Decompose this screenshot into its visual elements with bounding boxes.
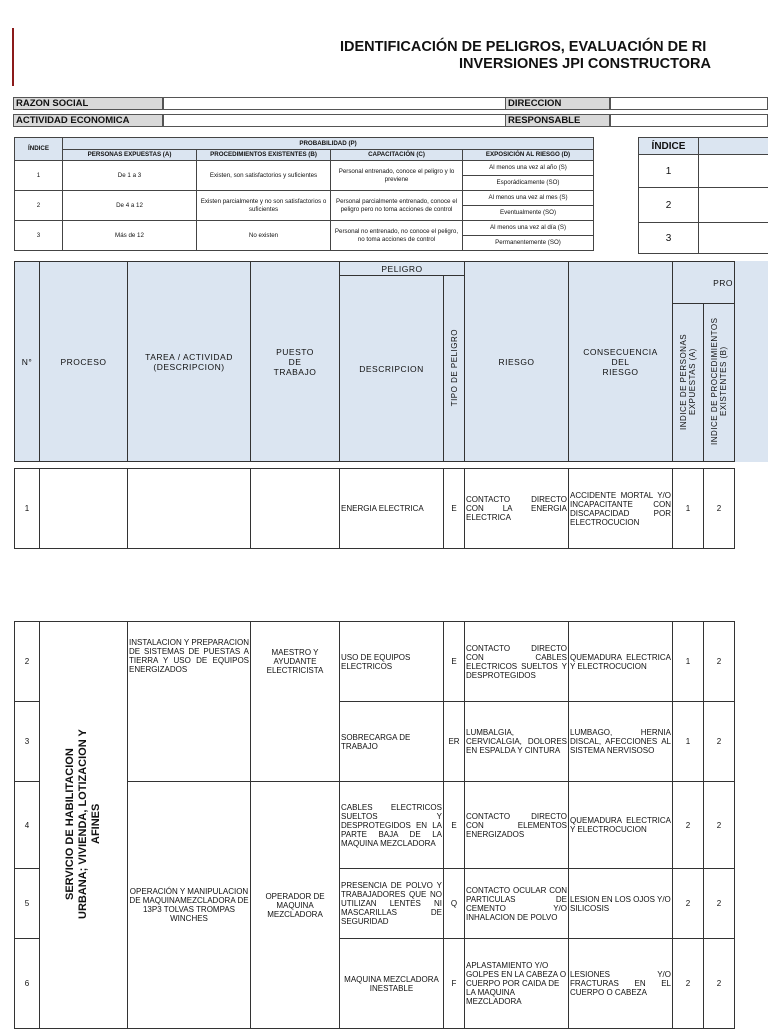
row-indice-b: 2: [704, 469, 735, 549]
prob-row-d2: Permanentemente (SO): [463, 236, 594, 251]
row-puesto: OPERADOR DE MAQUINA MEZCLADORA: [251, 782, 340, 1029]
indice-detail: [699, 223, 768, 254]
row-riesgo: CONTACTO DIRECTO CON LA ENERGIA ELECTRICA: [465, 469, 569, 549]
prob-col-c: CAPACITACIÓN (C): [331, 150, 463, 161]
prob-col-d: EXPOSICIÓN AL RIESGO (D): [463, 150, 594, 161]
razon-social-value[interactable]: [163, 97, 519, 110]
prob-row-d1: Al menos una vez al día (S): [463, 221, 594, 236]
prob-row-a: Más de 12: [63, 221, 197, 251]
document-title-line2: INVERSIONES JPI CONSTRUCTORA: [459, 56, 711, 72]
row-tarea: OPERACIÓN Y MANIPULACION DE MAQUINAMEZCLADORA DE 13P3 TOLVAS TROMPAS WINCHES: [128, 782, 251, 1029]
row-puesto: MAESTRO Y AYUDANTE ELECTRICISTA: [251, 622, 340, 782]
header-puesto: PUESTO DE TRABAJO: [251, 262, 340, 462]
row-indice-a: 2: [673, 869, 704, 939]
hazard-table-section-2: [14, 621, 735, 1029]
row-tipo: E: [444, 469, 465, 549]
document-title-line1: IDENTIFICACIÓN DE PELIGROS, EVALUACIÓN DE RI: [340, 39, 706, 55]
prob-row-b: No existen: [197, 221, 331, 251]
row-indice-b: 2: [704, 869, 735, 939]
row-indice-a: 2: [673, 939, 704, 1029]
header-overflow-fill: [734, 261, 768, 462]
prob-row-b: Existen, son satisfactorios y suficientes: [197, 161, 331, 191]
row-indice-b: 2: [704, 702, 735, 782]
row-tipo: Q: [444, 869, 465, 939]
row-indice-b: 2: [704, 939, 735, 1029]
info-row-actividad: [13, 114, 768, 127]
prob-col-a: PERSONAS EXPUESTAS (A): [63, 150, 197, 161]
prob-row-d1: Al menos una vez al mes (S): [463, 191, 594, 206]
header-tipo-peligro-text: TIPO DE PELIGRO: [450, 329, 459, 406]
row-consecuencia: LESION EN LOS OJOS Y/O SILICOSIS: [569, 869, 673, 939]
row-number: 2: [15, 622, 40, 702]
prob-row-b: Existen parcialmente y no son satisfactorios o suficientes: [197, 191, 331, 221]
row-indice-a: 1: [673, 702, 704, 782]
responsable-value[interactable]: [610, 114, 768, 127]
header-consecuencia: CONSECUENCIA DEL RIESGO: [569, 262, 673, 462]
row-consecuencia: QUEMADURA ELECTRICA Y ELECTROCUCION: [569, 782, 673, 869]
header-descripcion: DESCRIPCION: [340, 276, 444, 462]
responsable-label: RESPONSABLE: [505, 114, 610, 127]
prob-row-d2: Eventualmente (SO): [463, 206, 594, 221]
row-number: 3: [15, 702, 40, 782]
row-tipo: F: [444, 939, 465, 1029]
row-descripcion: ENERGIA ELECTRICA: [340, 469, 444, 549]
indice-detail: [699, 188, 768, 223]
row-descripcion: SOBRECARGA DE TRABAJO: [340, 702, 444, 782]
row-tarea: INSTALACION Y PREPARACION DE SISTEMAS DE PUESTAS A TIERRA Y USO DE EQUIPOS ENERGIZADOS: [128, 622, 251, 782]
indice-header: ÍNDICE: [639, 138, 699, 155]
prob-row-c: Personal no entrenado, no conoce el peligro, no toma acciones de control: [331, 221, 463, 251]
header-personas-expuestas-text: INDICE DE PERSONAS EXPUESTAS (A): [679, 317, 697, 447]
row-riesgo: LUMBALGIA, CERVICALGIA, DOLORES EN ESPALDA Y CINTURA: [465, 702, 569, 782]
row-proceso-group: [40, 622, 128, 1029]
header-n: N°: [15, 262, 40, 462]
header-tarea: TAREA / ACTIVIDAD (DESCRIPCION): [128, 262, 251, 462]
row-tipo: E: [444, 782, 465, 869]
row-number: 4: [15, 782, 40, 869]
hazard-table-section-1: [14, 468, 735, 549]
header-peligro: PELIGRO: [340, 262, 465, 276]
margin-red-line: [12, 28, 14, 86]
prob-row-index: 3: [15, 221, 63, 251]
row-tipo: ER: [444, 702, 465, 782]
info-row-razon: [13, 97, 768, 110]
prob-row-a: De 4 a 12: [63, 191, 197, 221]
prob-row-c: Personal parcialmente entrenado, conoce el peligro pero no toma acciones de control: [331, 191, 463, 221]
table-row: [15, 469, 735, 549]
row-consecuencia: LESIONES Y/O FRACTURAS EN EL CUERPO O CABEZA: [569, 939, 673, 1029]
direccion-label: DIRECCION: [505, 97, 610, 110]
razon-social-label: RAZON SOCIAL: [13, 97, 163, 110]
probability-table: [14, 137, 594, 251]
row-riesgo: CONTACTO DIRECTO CON CABLES ELECTRICOS SUELTOS Y DESPROTEGIDOS: [465, 622, 569, 702]
prob-row-d1: Al menos una vez al año (S): [463, 161, 594, 176]
row-number: 5: [15, 869, 40, 939]
prob-header: PROBABILIDAD (P): [63, 138, 594, 150]
header-probabilidad-partial: PRO: [673, 262, 735, 304]
header-personas-expuestas: [673, 304, 704, 462]
row-puesto: [251, 469, 340, 549]
row-consecuencia: ACCIDENTE MORTAL Y/O INCAPACITANTE CON DISCAPACIDAD POR ELECTROCUCION: [569, 469, 673, 549]
prob-col-b: PROCEDIMIENTOS EXISTENTES (B): [197, 150, 331, 161]
row-consecuencia: LUMBAGO, HERNIA DISCAL, AFECCIONES AL SISTEMA NERVISOSO: [569, 702, 673, 782]
row-tipo: E: [444, 622, 465, 702]
row-consecuencia: QUEMADURA ELECTRICA Y ELECTROCUCION: [569, 622, 673, 702]
row-indice-b: 2: [704, 622, 735, 702]
prob-row-index: 1: [15, 161, 63, 191]
header-procedimientos-text: INDICE DE PROCEDIMIENTOS EXISTENTES (B): [710, 309, 728, 454]
prob-row-c: Personal entrenado, conoce el peligro y lo previene: [331, 161, 463, 191]
prob-row-index: 2: [15, 191, 63, 221]
row-descripcion: PRESENCIA DE POLVO Y TRABAJADORES QUE NO UTILIZAN LENTES NI MASCARILLAS DE SEGURIDAD: [340, 869, 444, 939]
row-indice-a: 1: [673, 469, 704, 549]
actividad-value[interactable]: [163, 114, 519, 127]
table-row: [15, 622, 735, 702]
row-riesgo: APLASTAMIENTO Y/O GOLPES EN LA CABEZA O CUERPO POR CAIDA DE LA MAQUINA MEZCLADORA: [465, 939, 569, 1029]
indice-value: 1: [639, 155, 699, 188]
direccion-value[interactable]: [610, 97, 768, 110]
row-riesgo: CONTACTO DIRECTO CON ELEMENTOS ENERGIZADOS: [465, 782, 569, 869]
row-descripcion: USO DE EQUIPOS ELECTRICOS: [340, 622, 444, 702]
header-proceso: PROCESO: [40, 262, 128, 462]
indice-value: 3: [639, 223, 699, 254]
header-tipo-peligro: [444, 276, 465, 462]
indice-header-extra: [699, 138, 768, 155]
main-table-header: [14, 261, 735, 462]
row-tarea: [128, 469, 251, 549]
proceso-group-text: SERVICIO DE HABILITACION URBANA; VIVIENDA, LOTIZACION Y AFINES: [64, 724, 103, 924]
indice-value: 2: [639, 188, 699, 223]
row-indice-a: 2: [673, 782, 704, 869]
row-number: 1: [15, 469, 40, 549]
actividad-label: ACTIVIDAD ECONOMICA: [13, 114, 163, 127]
prob-row-d2: Esporádicamente (SO): [463, 176, 594, 191]
header-riesgo: RIESGO: [465, 262, 569, 462]
row-number: 6: [15, 939, 40, 1029]
row-descripcion: MAQUINA MEZCLADORA INESTABLE: [340, 939, 444, 1029]
row-proceso: [40, 469, 128, 549]
row-indice-b: 2: [704, 782, 735, 869]
row-riesgo: CONTACTO OCULAR CON PARTICULAS DE CEMENTO Y/O INHALACION DE POLVO: [465, 869, 569, 939]
row-indice-a: 1: [673, 622, 704, 702]
row-descripcion: CABLES ELECTRICOS SUELTOS Y DESPROTEGIDOS EN LA PARTE BAJA DE LA MAQUINA MEZCLADORA: [340, 782, 444, 869]
indice-detail: [699, 155, 768, 188]
prob-indice-header: ÍNDICE: [15, 138, 63, 161]
header-procedimientos: [704, 304, 735, 462]
indice-table: [638, 137, 768, 254]
prob-row-a: De 1 a 3: [63, 161, 197, 191]
